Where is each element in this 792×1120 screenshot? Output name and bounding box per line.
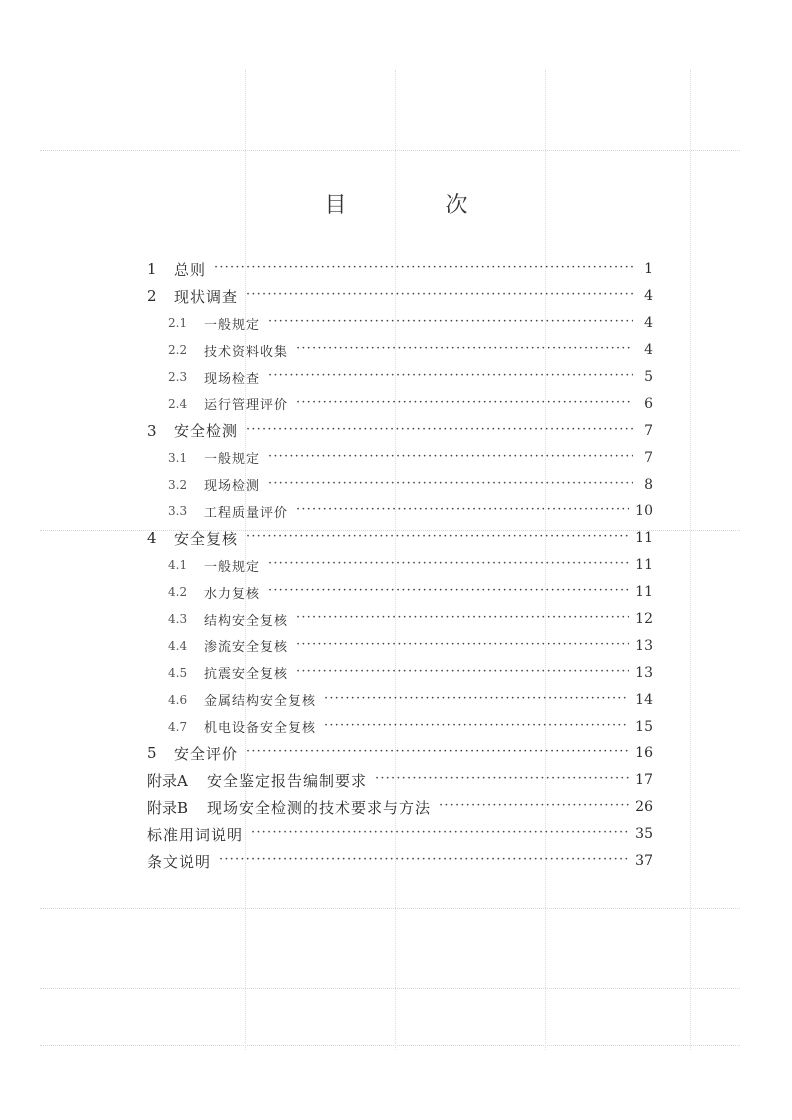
- toc-entry-number: 2.1: [168, 316, 188, 331]
- toc-entry[interactable]: [147, 821, 653, 848]
- toc-entry[interactable]: [147, 552, 653, 579]
- toc-entry-page-number: 4: [644, 288, 653, 305]
- toc-entry-label: 工程质量评价: [204, 505, 289, 521]
- toc-entry[interactable]: [147, 444, 653, 471]
- toc-dot-leader: [375, 772, 629, 786]
- toc-entry-page-number: 8: [644, 476, 653, 493]
- toc-entry-number: 4.3: [168, 612, 188, 627]
- toc-entry-number: 4.6: [168, 692, 188, 707]
- toc-entry-page-number: 16: [635, 745, 653, 762]
- toc-entry-page-number: 13: [635, 637, 653, 654]
- toc-entry-label: 总则: [174, 260, 207, 279]
- toc-entry[interactable]: [147, 767, 653, 794]
- toc-entry-page-number: 14: [635, 691, 653, 708]
- toc-entry-number: 2.3: [168, 370, 188, 384]
- toc-entry-page-number: 11: [635, 557, 653, 574]
- toc-entry-label: 现场安全检测的技术要求与方法: [207, 798, 432, 817]
- toc-dot-leader: [251, 826, 629, 840]
- toc-entry-label: 抗震安全复核: [204, 667, 289, 683]
- toc-entry-number: 3.1: [168, 450, 188, 465]
- toc-entry-number: 4.2: [168, 585, 188, 600]
- toc-entry-number: 1: [147, 260, 157, 279]
- toc-entry-label: 安全复核: [174, 529, 239, 548]
- toc-entry[interactable]: [147, 417, 653, 444]
- toc-dot-leader: [214, 261, 633, 275]
- toc-dot-leader: [296, 396, 633, 410]
- toc-entry[interactable]: [147, 713, 653, 740]
- toc-entry-label: 运行管理评价: [204, 398, 289, 414]
- toc-entry[interactable]: [147, 337, 653, 364]
- toc-dot-leader: [324, 692, 629, 706]
- toc-entry-label: 安全检测: [174, 422, 239, 441]
- toc-entry[interactable]: [147, 794, 653, 821]
- toc-entry[interactable]: [147, 310, 653, 337]
- toc-dot-leader: [296, 342, 633, 356]
- toc-entry-page-number: 5: [644, 369, 653, 385]
- toc-entry-number: 4: [147, 529, 157, 548]
- page-title: 目 次: [324, 193, 514, 218]
- toc-entry-number: 附录B: [147, 798, 189, 817]
- toc-dot-leader: [268, 369, 633, 383]
- toc-entry[interactable]: [147, 579, 653, 606]
- toc-entry[interactable]: [147, 283, 653, 310]
- toc-dot-leader: [324, 719, 629, 733]
- toc-entry[interactable]: [147, 848, 653, 875]
- toc-entry[interactable]: [147, 498, 653, 525]
- toc-entry[interactable]: [147, 256, 653, 283]
- toc-entry-label: 现场检测: [204, 479, 261, 495]
- toc-entry-page-number: 12: [635, 611, 653, 628]
- toc-dot-leader: [296, 503, 629, 517]
- toc-entry-label: 现场检查: [204, 371, 261, 387]
- toc-entry[interactable]: [147, 686, 653, 713]
- toc-entry[interactable]: [147, 632, 653, 659]
- toc-entry-label: 渗流安全复核: [204, 640, 289, 656]
- toc-entry[interactable]: [147, 364, 653, 391]
- toc-dot-leader: [268, 584, 629, 598]
- toc-dot-leader: [268, 450, 633, 464]
- toc-entry[interactable]: [147, 606, 653, 633]
- toc-dot-leader: [439, 799, 629, 813]
- toc-entry-number: 4.7: [168, 719, 188, 734]
- toc-entry-number: 2: [147, 287, 157, 306]
- toc-entry-page-number: 4: [644, 315, 653, 332]
- toc-dot-leader: [268, 477, 633, 491]
- toc-entry-page-number: 17: [635, 772, 653, 789]
- toc-entry-label: 结构安全复核: [204, 613, 289, 629]
- toc-entry-page-number: 6: [644, 395, 653, 412]
- toc-entry-number: 3: [147, 421, 157, 440]
- toc-entry[interactable]: [147, 740, 653, 767]
- toc-entry-label: 安全评价: [174, 744, 239, 763]
- toc-entry-number: 4.1: [168, 558, 188, 573]
- toc-dot-leader: [296, 665, 629, 679]
- toc-dot-leader: [246, 530, 629, 544]
- toc-entry-label: 技术资料收集: [204, 344, 289, 360]
- toc-dot-leader: [296, 638, 629, 652]
- toc-dot-leader: [219, 853, 629, 867]
- toc-entry-label: 一般规定: [204, 559, 261, 575]
- toc-entry[interactable]: [147, 525, 653, 552]
- toc-entry-page-number: 15: [635, 718, 653, 735]
- toc-entry-label: 金属结构安全复核: [204, 694, 317, 710]
- toc-entry-page-number: 11: [635, 530, 653, 547]
- toc-dot-leader: [268, 557, 629, 571]
- toc-entry-label: 水力复核: [204, 586, 261, 602]
- toc-dot-leader: [246, 423, 633, 437]
- toc-entry-number: 5: [147, 744, 157, 763]
- toc-entry-page-number: 26: [635, 799, 653, 816]
- toc-entry-page-number: 35: [635, 826, 653, 843]
- toc-entry[interactable]: [147, 390, 653, 417]
- toc-entry-page-number: 10: [635, 503, 653, 520]
- toc-entry-label: 条文说明: [147, 852, 212, 871]
- toc-entry[interactable]: [147, 659, 653, 686]
- table-of-contents: [147, 256, 653, 874]
- toc-entry-page-number: 37: [635, 853, 653, 870]
- toc-entry-label: 现状调查: [174, 287, 239, 306]
- toc-entry-number: 附录A: [147, 771, 188, 790]
- toc-entry-page-number: 7: [644, 449, 653, 466]
- toc-entry-number: 4.4: [168, 638, 188, 653]
- toc-entry-number: 2.2: [168, 343, 188, 358]
- toc-entry-page-number: 13: [635, 664, 653, 681]
- toc-entry-page-number: 7: [644, 422, 653, 439]
- toc-entry-page-number: 4: [644, 342, 653, 359]
- toc-dot-leader: [246, 288, 633, 302]
- toc-entry-number: 4.5: [168, 665, 188, 680]
- toc-entry-label: 机电设备安全复核: [204, 721, 317, 737]
- toc-entry-label: 安全鉴定报告编制要求: [207, 771, 368, 790]
- toc-entry-number: 2.4: [168, 396, 188, 411]
- toc-entry[interactable]: [147, 471, 653, 498]
- toc-entry-label: 一般规定: [204, 452, 261, 468]
- toc-dot-leader: [296, 611, 629, 625]
- toc-entry-page-number: 1: [644, 261, 653, 278]
- toc-dot-leader: [246, 745, 629, 759]
- toc-entry-page-number: 11: [635, 584, 653, 601]
- toc-entry-number: 3.2: [168, 477, 188, 492]
- toc-entry-label: 一般规定: [204, 317, 261, 333]
- toc-entry-label: 标准用词说明: [147, 825, 244, 844]
- toc-dot-leader: [268, 315, 633, 329]
- toc-entry-number: 3.3: [168, 504, 188, 519]
